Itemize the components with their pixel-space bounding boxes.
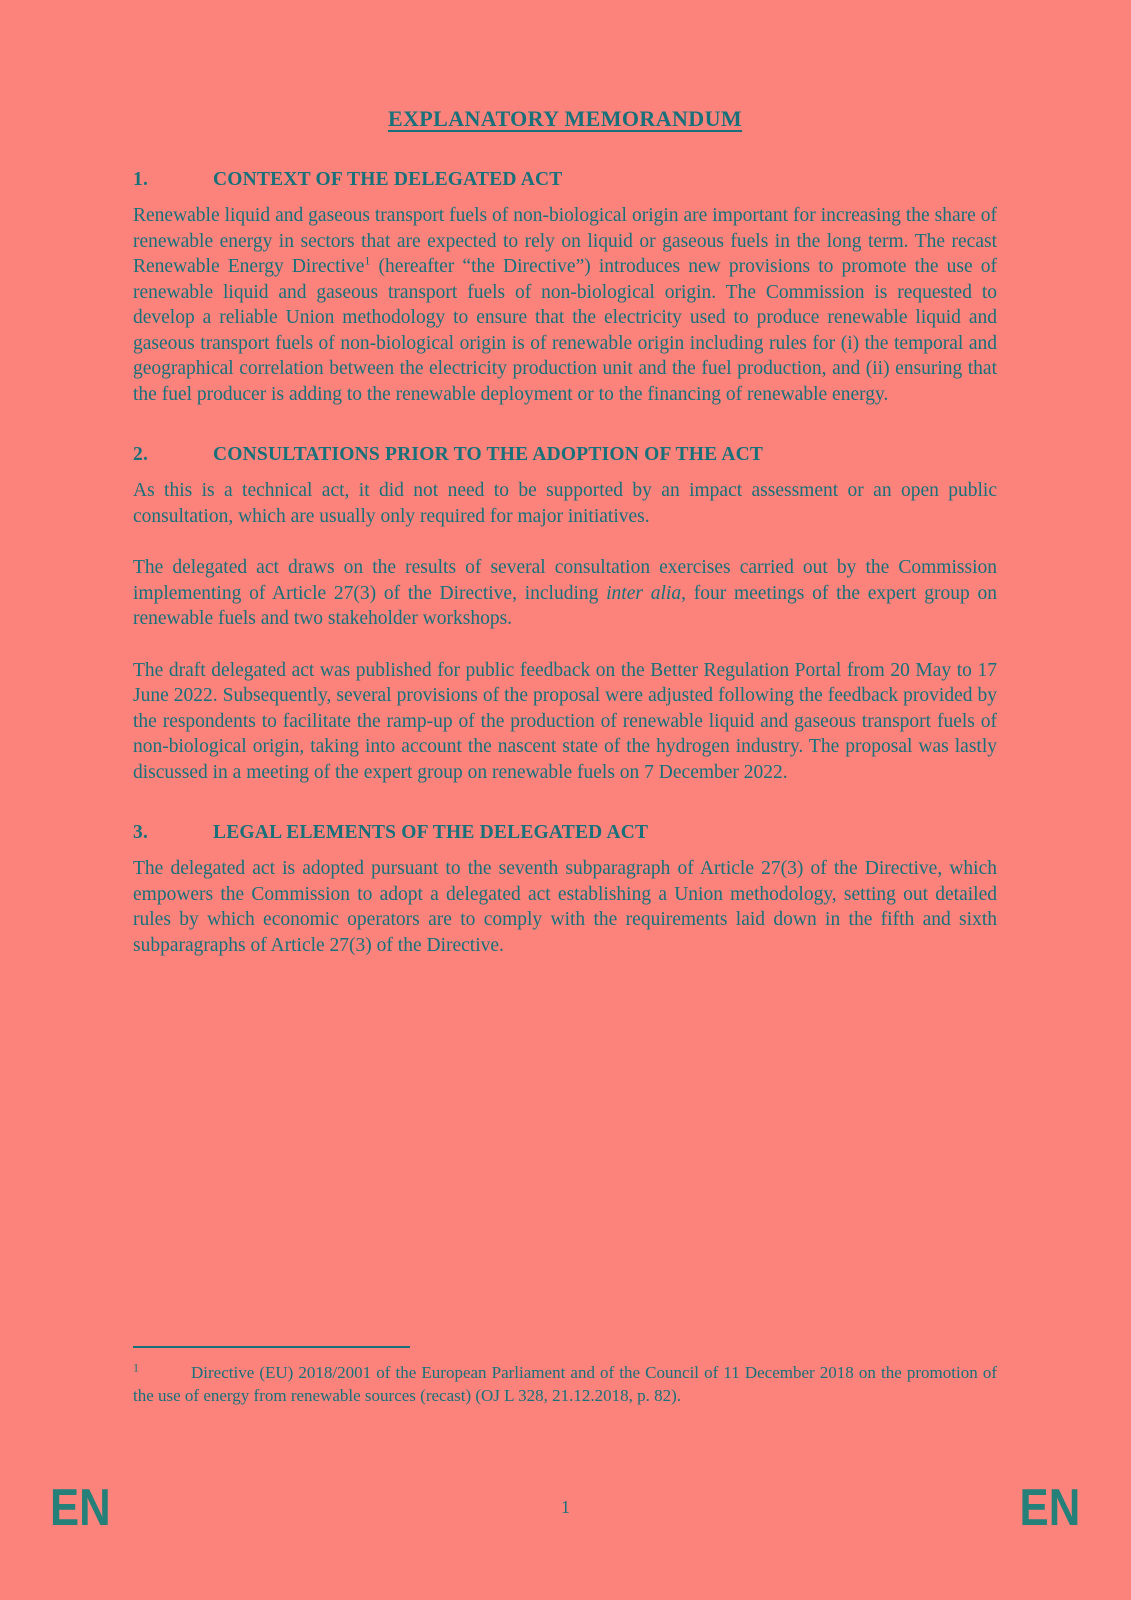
footnote-separator-rule — [133, 1346, 410, 1348]
section-1-heading — [133, 169, 997, 191]
section-consultations — [133, 444, 997, 785]
footer-language-left: EN — [50, 1479, 111, 1537]
paragraph: As this is a technical act, it did not need to be supported by an impact assessment or an open public consultation, which are usually only required for major initiatives. — [133, 480, 997, 527]
section-3-title: LEGAL ELEMENTS OF THE DELEGATED ACT — [213, 822, 649, 843]
footnote-text: Directive (EU) 2018/2001 of the European Parliament and of the Council of 11 December 2018 on the promotion of the use of energy from renewable sources (recast) (OJ L 328, 21.12.2018, p. 82). — [133, 1363, 997, 1405]
section-context — [133, 169, 997, 407]
paragraph-text: (hereafter “the Directive”) introduces new provisions to promote the use of renewable liquid and gaseous transport fuels of non-biological origin. The Commission is requested to develop a reliable Union methodology to ensure that the electricity used to produce renewable liquid and gaseous transport fuels of non-biological origin is of renewable origin including rules for (i) the temporal and geographical correlation between the electricity production unit and the fuel production, and (ii) ensuring that the fuel producer is adding to the renewable deployment or to the financing of renewable energy. — [133, 256, 997, 405]
section-3-heading — [133, 822, 997, 844]
paragraph: The draft delegated act was published for public feedback on the Better Regulation Portal from 20 May to 17 June 2022. Subsequently, several provisions of the proposal were adjusted following the feedback provided by the respondents to facilitate the ramp-up of the production of renewable liquid and gaseous transport fuels of non-biological origin, taking into account the nascent state of the hydrogen industry. The proposal was lastly discussed in a meeting of the expert group on renewable fuels on 7 December 2022. — [133, 659, 997, 783]
paragraph-text: Renewable liquid and gaseous transport fuels of non-biological origin are important for increasing the share of renewable energy in sectors that are expected to rely on liquid or gaseous fuels in the long term. The recast Renewable Energy Directive — [133, 205, 997, 277]
section-2-number: 2. — [133, 444, 149, 465]
page-number: 1 — [561, 1497, 570, 1517]
page-title: EXPLANATORY MEMORANDUM — [387, 106, 743, 131]
section-2-title: CONSULTATIONS PRIOR TO THE ADOPTION OF THE ACT — [213, 444, 764, 465]
paragraph-text: The delegated act draws on the results of several consultation exercises carried out by the Commission implementing of Article 27(3) of the Directive, including — [133, 557, 997, 604]
paragraph — [133, 203, 997, 407]
section-1-number: 1. — [133, 169, 149, 190]
section-2-heading — [133, 444, 997, 466]
footnote-reference: 1 — [364, 253, 371, 268]
footnote-marker: 1 — [133, 1360, 139, 1375]
latin-phrase: inter alia — [606, 582, 682, 604]
paragraph — [133, 555, 997, 632]
footer-language-right: EN — [1019, 1479, 1080, 1537]
document-body — [133, 0, 997, 958]
section-1-title: CONTEXT OF THE DELEGATED ACT — [213, 169, 563, 190]
section-3-number: 3. — [133, 822, 149, 843]
section-legal-elements — [133, 822, 997, 958]
paragraph-text: , four meetings of the expert group on renewable fuels and two stakeholder workshops. — [133, 582, 997, 629]
paragraph: The delegated act is adopted pursuant to the seventh subparagraph of Article 27(3) of the Directive, which empowers the Commission to adopt a delegated act establishing a Union methodology, setting out detailed rules by which economic operators are to comply with the requirements laid down in the fifth and sixth subparagraphs of Article 27(3) of the Directive. — [133, 858, 997, 956]
footnote-area — [133, 1346, 997, 1424]
footnote — [133, 1361, 997, 1407]
